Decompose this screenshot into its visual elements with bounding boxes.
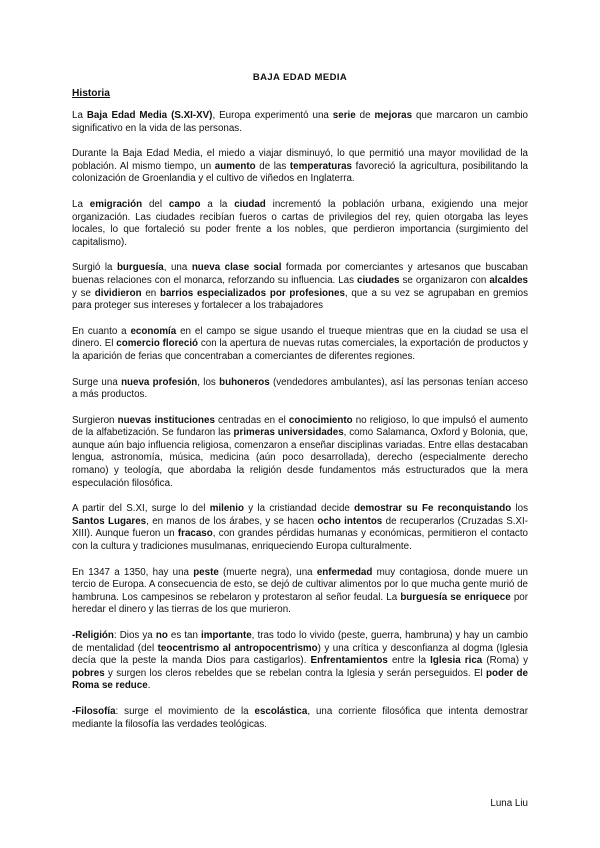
text-run: de <box>355 110 375 121</box>
text-run: Surgieron <box>72 414 118 426</box>
bold-text: milenio <box>209 503 244 515</box>
text-run: y la cristiandad decide <box>244 503 355 515</box>
text-run: La <box>72 198 90 210</box>
paragraph <box>72 706 528 731</box>
bold-text: nuevas instituciones <box>117 414 215 426</box>
bold-text: temperaturas <box>289 160 352 172</box>
text-run: ) y una crítica y desconfianza al dogma (Iglesia decía que la peste la manda Dios para castigarlos). <box>72 642 529 667</box>
bold-text: serie <box>332 110 356 121</box>
bold-text: alcaldes <box>489 274 528 286</box>
bold-text: escolástica <box>254 705 308 717</box>
bold-text: no <box>155 630 168 641</box>
text-run: que marcaron un cambio significativo en la vida de las personas. <box>72 110 529 134</box>
text-run: (muerte negra), una <box>218 566 317 578</box>
bold-text: mejoras <box>374 110 413 121</box>
paragraph <box>72 415 528 491</box>
paragraph <box>72 199 528 249</box>
text-run: Durante la Baja Edad Media, el miedo a viajar disminuyó, lo que permitió una mayor movilidad de la población. Al mismo tiempo, un <box>72 148 528 172</box>
bold-text: -Filosofía <box>72 705 116 717</box>
text-run: . <box>147 680 151 692</box>
paragraph <box>72 110 528 135</box>
bold-text: nueva clase social <box>191 262 282 274</box>
document-title: BAJA EDAD MEDIA <box>252 72 348 83</box>
text-run: no religioso, lo que impulsó el aumento de la alfabetización. Se fundaron las <box>72 414 528 439</box>
text-run: En cuanto a <box>72 325 131 337</box>
text-run: incrementó la población urbana, exigiendo una mejor organización. Las ciudades recibían fueros o cartas de privilegios del rey, quien otorgaba las leyes locales, lo que fortaleció su poder frente a los nobles, que perdieron importancia (surgimiento del capitalismo). <box>72 198 528 248</box>
text-run: (vendedores ambulantes), así las personas tenían acceso a más productos. <box>72 376 528 401</box>
text-run: con la apertura de nuevas rutas comerciales, la exportación de productos y la aparición de ferias que concentraban a comerciantes de diferentes regiones. <box>72 338 528 362</box>
text-run: formada por comerciantes y artesanos que buscaban buenas relaciones con el monarca, reforzando su influencia. Las <box>72 262 528 286</box>
text-run: se organizaron con <box>399 274 490 286</box>
text-run: favoreció la agricultura, posibilitando la colonización de Groenlandia y el cultivo de viñedos en Inglaterra. <box>72 160 528 185</box>
bold-text: ciudades <box>357 274 400 286</box>
text-run: en el campo se sigue usando el trueque mientras que en la ciudad se usa el dinero. El <box>72 325 529 350</box>
bold-text: primeras universidades <box>233 427 344 439</box>
text-run: los <box>511 503 528 515</box>
text-run: (Roma) y <box>482 655 529 667</box>
bold-text: importante <box>201 630 252 641</box>
bold-text: Santos Lugares <box>72 515 147 527</box>
section-heading: Historia <box>72 88 110 99</box>
text-run: Surge una <box>72 376 122 388</box>
text-run: del <box>142 198 169 210</box>
text-run: Surgió la <box>72 262 117 274</box>
document-page <box>72 72 528 744</box>
text-run: en <box>141 287 160 299</box>
bold-text: burguesía se enriquece <box>400 591 511 603</box>
bold-text: teocentrismo al antropocentrismo <box>157 642 318 654</box>
bold-text: aumento <box>214 160 256 172</box>
bold-text: Iglesia rica <box>430 655 483 667</box>
bold-text: ocho intentos <box>317 515 383 527</box>
bold-text: barrios especializados por profesiones <box>159 287 345 299</box>
bold-text: ciudad <box>234 198 266 210</box>
text-run: , como Salamanca, Oxford y Bolonia, que, aunque aún bajo influencia religiosa, comenzaron a enseñar disciplinas variadas. Entre ellas destacaban lengua, astronomía, música, medicina (aún poco desarrollada), derecho (especialmente derecho romano) y teología, que abordaba la religión desde fundamentos más estructurados que la mera especulación filosófica. <box>72 427 529 489</box>
paragraph <box>72 503 528 553</box>
bold-text: demostrar su Fe reconquistando <box>354 503 512 515</box>
text-run: , los <box>197 376 220 388</box>
bold-text: Baja Edad Media (S.XI-XV) <box>86 110 213 121</box>
text-run: La <box>72 110 87 121</box>
bold-text: -Religión <box>72 630 114 641</box>
bold-text: campo <box>168 198 201 210</box>
text-run: entre la <box>387 655 431 667</box>
paragraph <box>72 148 528 186</box>
bold-text: nueva profesión <box>121 376 198 388</box>
bold-text: pobres <box>72 667 105 679</box>
text-run: de las <box>255 160 290 172</box>
text-run: es tan <box>167 630 202 641</box>
text-run: y surgen los cleros rebeldes que se rebelan contra la Iglesia y serán perseguidos. El <box>104 667 486 679</box>
document-body <box>72 110 528 731</box>
bold-text: poder de Roma se reduce <box>72 667 528 692</box>
text-run: , en manos de los árabes, y se hacen <box>146 515 318 527</box>
bold-text: comercio floreció <box>116 338 199 350</box>
text-run: , con grandes pérdidas humanas y económicas, permitieron el contacto con la cultura y tradiciones musulmanas, enriqueciendo Europa culturalmente. <box>72 528 528 553</box>
text-run: muy contagiosa, donde muere un tercio de Europa. A consecuencia de esto, se dejó de cultivar alimentos por lo que mucha gente murió de hambruna. Los campesinos se rebelaron y protestaron al señor feudal. La <box>72 566 528 603</box>
paragraph <box>72 630 528 693</box>
text-run: A partir del S.XI, surge lo del <box>72 503 210 515</box>
text-run: a la <box>200 198 235 210</box>
bold-text: enfermedad <box>316 566 373 578</box>
paragraph <box>72 567 528 617</box>
bold-text: peste <box>193 566 219 578</box>
text-run: : surge el movimiento de la <box>115 705 255 717</box>
bold-text: buhoneros <box>219 376 270 388</box>
bold-text: dividieron <box>94 287 142 299</box>
text-run: En 1347 a 1350, hay una <box>72 566 194 578</box>
text-run: , una corriente filosófica que intenta demostrar mediante la filosofía las verdades teológicas. <box>72 705 528 730</box>
paragraph <box>72 377 528 402</box>
text-run: , que a su vez se agrupaban en gremios para proteger sus intereses y fortalecer a los trabajadores <box>72 287 528 312</box>
author-name: Luna Liu <box>490 798 528 809</box>
text-run: , una <box>163 262 192 274</box>
text-run: y se <box>72 287 95 299</box>
bold-text: Enfrentamientos <box>310 655 388 667</box>
text-run: , Europa experimentó una <box>212 110 333 121</box>
text-run: , tras todo lo vivido (peste, guerra, hambruna) y hay un cambio de mentalidad (del <box>72 630 528 654</box>
paragraph <box>72 262 528 312</box>
text-run: centradas en el <box>214 414 289 426</box>
text-run: por heredar el dinero y las tierras de los que murieron. <box>72 591 528 616</box>
bold-text: burguesía <box>116 262 164 274</box>
bold-text: emigración <box>89 198 143 210</box>
bold-text: conocimiento <box>288 414 353 426</box>
text-run: : Dios ya <box>113 630 156 641</box>
bold-text: fracaso <box>177 528 213 540</box>
text-run: de recuperarlos (Cruzadas S.XI-XIII). Aunque fueron un <box>72 515 529 540</box>
paragraph <box>72 326 528 364</box>
bold-text: economía <box>130 325 177 337</box>
